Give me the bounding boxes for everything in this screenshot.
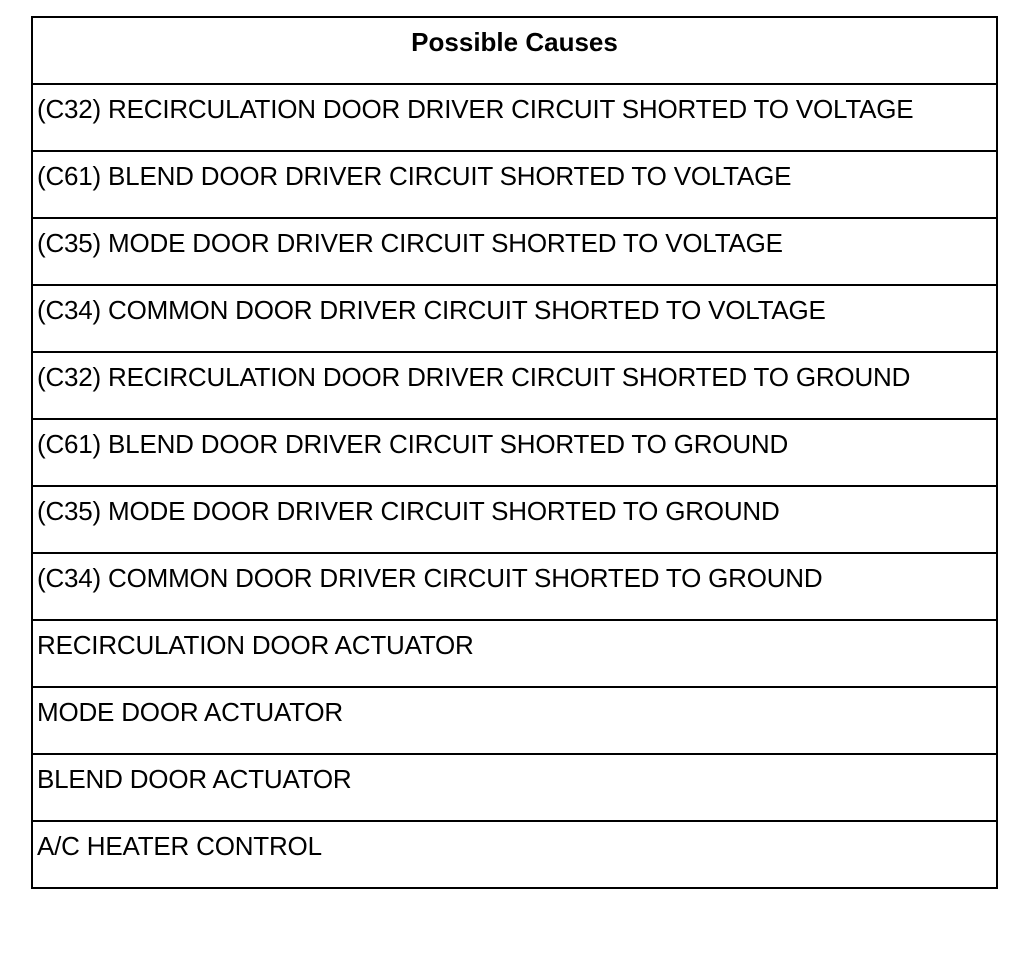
table-cell [32,285,997,352]
table-cell [32,151,997,218]
table-row [32,821,997,888]
table-row [32,687,997,754]
cause-text: (C32) RECIRCULATION DOOR DRIVER CIRCUIT SHORTED TO GROUND [37,362,911,392]
cause-text: (C35) MODE DOOR DRIVER CIRCUIT SHORTED TO VOLTAGE [37,228,783,258]
table-cell [32,687,997,754]
cause-text: (C34) COMMON DOOR DRIVER CIRCUIT SHORTED TO GROUND [37,563,823,593]
table-cell [32,553,997,620]
table-row [32,620,997,687]
table-row [32,553,997,620]
table-cell [32,486,997,553]
table-row [32,285,997,352]
table-row [32,419,997,486]
table-row [32,218,997,285]
cause-text: (C34) COMMON DOOR DRIVER CIRCUIT SHORTED TO VOLTAGE [37,295,826,325]
possible-causes-table [31,16,998,889]
table-row [32,754,997,821]
cause-text: BLEND DOOR ACTUATOR [37,764,352,794]
cause-text: (C32) RECIRCULATION DOOR DRIVER CIRCUIT SHORTED TO VOLTAGE [37,94,914,124]
table-header-row [32,17,997,84]
table-row [32,151,997,218]
table-cell [32,620,997,687]
table-cell [32,419,997,486]
table-row [32,486,997,553]
table-header-possible-causes: Possible Causes [32,17,997,84]
table-cell [32,821,997,888]
table-row [32,84,997,151]
table-cell [32,352,997,419]
cause-text: RECIRCULATION DOOR ACTUATOR [37,630,474,660]
table-cell [32,84,997,151]
cause-text: MODE DOOR ACTUATOR [37,697,344,727]
table-row [32,352,997,419]
cause-text: (C61) BLEND DOOR DRIVER CIRCUIT SHORTED TO VOLTAGE [37,161,792,191]
table-cell [32,218,997,285]
table-cell [32,754,997,821]
cause-text: A/C HEATER CONTROL [37,831,322,861]
cause-text: (C61) BLEND DOOR DRIVER CIRCUIT SHORTED TO GROUND [37,429,789,459]
cause-text: (C35) MODE DOOR DRIVER CIRCUIT SHORTED TO GROUND [37,496,780,526]
